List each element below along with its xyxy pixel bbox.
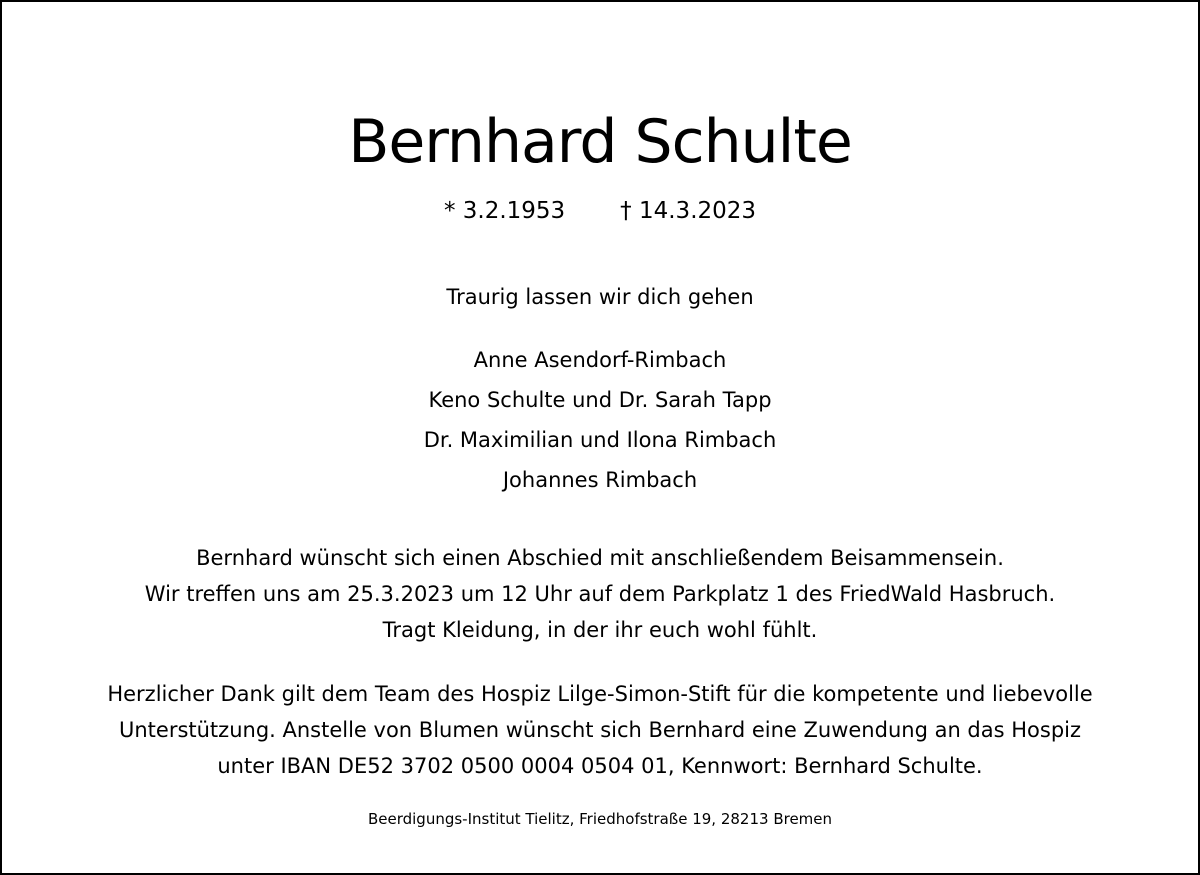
undertaker-address: Beerdigungs-Institut Tielitz, Friedhofstraße 19, 28213 Bremen	[367, 810, 833, 828]
farewell-sentiment: Traurig lassen wir dich gehen	[446, 285, 754, 309]
life-dates	[2, 195, 1198, 227]
mourner-name: Anne Asendorf-Rimbach	[473, 348, 727, 372]
farewell-line: Bernhard wünscht sich einen Abschied mit anschließendem Beisammensein.	[196, 546, 1004, 570]
mourners-list	[2, 340, 1198, 500]
mourner-name: Johannes Rimbach	[502, 468, 698, 492]
thanks-line: unter IBAN DE52 3702 0500 0004 0504 01, Kennwort: Bernhard Schulte.	[217, 754, 983, 778]
mourner-name: Dr. Maximilian und Ilona Rimbach	[423, 428, 777, 452]
death-date: † 14.3.2023	[620, 198, 757, 224]
thanks-line: Unterstützung. Anstelle von Blumen wünscht sich Bernhard eine Zuwendung an das Hospiz	[118, 718, 1082, 742]
birth-date: * 3.2.1953	[443, 198, 566, 224]
mourner-name: Keno Schulte und Dr. Sarah Tapp	[428, 388, 772, 412]
deceased-name: Bernhard Schulte	[348, 107, 852, 177]
farewell-line: Wir treffen uns am 25.3.2023 um 12 Uhr auf dem Parkplatz 1 des FriedWald Hasbruch.	[144, 582, 1056, 606]
farewell-line: Tragt Kleidung, in der ihr euch wohl fühlt.	[382, 618, 818, 642]
farewell-details	[2, 540, 1198, 648]
thanks-line: Herzlicher Dank gilt dem Team des Hospiz Lilge-Simon-Stift für die kompetente und liebevolle	[107, 682, 1093, 706]
thanks-and-donation	[2, 676, 1198, 784]
